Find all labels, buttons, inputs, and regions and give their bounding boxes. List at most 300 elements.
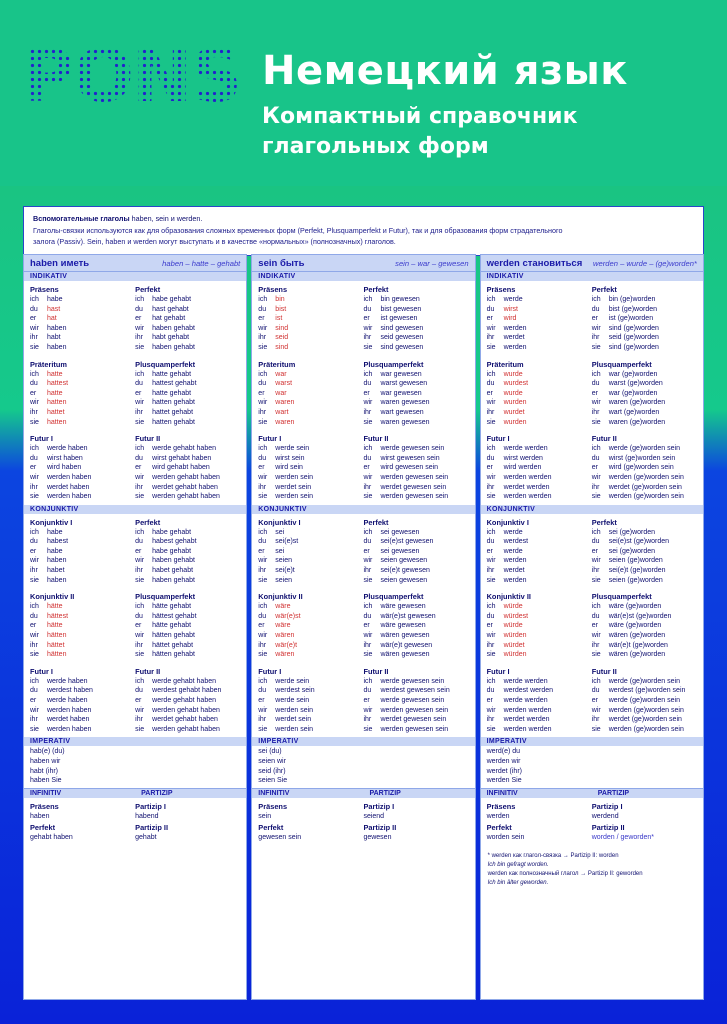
pronoun: er (363, 389, 370, 397)
conjugation-row: du sei(e)st (ge)worden (591, 538, 670, 546)
verb-form: habe (47, 547, 63, 555)
conjugation-row (258, 537, 363, 547)
pronoun: ihr (135, 334, 143, 342)
verb-form: hatten (152, 399, 172, 407)
tense-pair (252, 588, 474, 660)
verb-form: wurdet (503, 408, 525, 416)
conjugation-row (487, 333, 592, 343)
partizip-2-label: Partizip II (135, 823, 168, 833)
verb-form: seien (608, 576, 626, 584)
tense-block (135, 358, 240, 428)
verb-form: waren (608, 399, 628, 407)
pronoun: wir (135, 399, 145, 407)
verb-form: wart (275, 408, 289, 416)
verb-form: werden (608, 473, 632, 481)
intro-note (23, 206, 704, 256)
verb-form: werden (608, 725, 632, 733)
conjugation-row: ich bin (ge)worden (591, 296, 656, 303)
pronoun: du (258, 305, 267, 313)
verb-form: werde (275, 445, 295, 453)
verb-form: werdet (152, 483, 174, 491)
verb-form: seien (275, 557, 293, 565)
tense-title: Perfekt (591, 285, 617, 294)
conjugation-row: ich bin gewesen (363, 296, 420, 303)
pronoun: wir (30, 557, 39, 565)
pronoun: er (135, 464, 142, 472)
verb-form: werden (380, 473, 404, 481)
tense-title: Perfekt (591, 517, 617, 527)
verb-form: war (380, 389, 392, 397)
verb-column-sein (251, 254, 475, 1000)
tense-block (30, 283, 135, 353)
header-banner (0, 0, 727, 186)
verb-form: sei(e)t (380, 567, 400, 575)
tense-title: Perfekt (135, 517, 161, 527)
pronoun: wir (591, 399, 601, 407)
conjugation-row: du habest gehabt (135, 538, 197, 546)
conjugation-row: er wird gehabt haben (135, 464, 210, 472)
intro-note-bold: Вспомогательные глаголы (33, 214, 130, 223)
verb-title: sein быть (258, 257, 305, 269)
verb-form: wirst (503, 305, 518, 313)
conjugation-row (30, 556, 135, 566)
conjugation-row (258, 556, 363, 566)
verb-form: habt (152, 334, 166, 342)
verb-form: werde (503, 296, 523, 303)
tense-block (363, 590, 468, 660)
verb-form: werden (503, 576, 527, 584)
tense-title: Futur II (591, 434, 617, 444)
pronoun: sie (135, 418, 145, 426)
conjugation-row: wir werden (ge)worden sein (591, 706, 684, 714)
verb-form: wär(e)st (275, 612, 301, 620)
pronoun: sie (486, 725, 496, 733)
conjugation-row (258, 602, 363, 612)
tense-title: Perfekt (363, 285, 389, 294)
conjugation-row (30, 295, 135, 305)
tense-pair (24, 663, 246, 735)
conjugation-row: sie werden haben (30, 493, 92, 501)
conjugation-row: ich wäre (ge)worden (591, 603, 662, 611)
pronoun: du (135, 305, 143, 313)
verb-form: bin (275, 296, 285, 303)
pronoun: ihr (591, 334, 600, 342)
pronoun: ich (363, 370, 373, 378)
verb-form: werden (47, 725, 70, 733)
pronoun: ich (135, 296, 145, 303)
tense-pair (481, 514, 703, 586)
pronoun: ihr (30, 334, 38, 342)
verb-form: werde (47, 445, 67, 453)
verb-form: werdest (275, 687, 300, 695)
tense-pair (24, 356, 246, 428)
conjugation-row (30, 370, 135, 380)
verb-form: werdet (275, 483, 297, 491)
conjugation-row (258, 305, 363, 315)
tense-title: Futur II (135, 666, 161, 676)
conjugation-row (30, 343, 135, 353)
conjugation-row: wir werden gewesen sein (363, 706, 449, 714)
verb-form: ist (380, 315, 388, 323)
pronoun: ich (258, 445, 268, 453)
verb-form: werde (152, 677, 172, 685)
conjugation-row: ich habe gehabt (135, 528, 192, 536)
verb-form: sei (380, 528, 390, 536)
pronoun: wir (363, 632, 373, 640)
verb-form: sind (608, 324, 622, 332)
pronoun: er (258, 464, 265, 472)
verb-form: werde (47, 677, 67, 685)
conjugation-row: sie werden (ge)worden sein (591, 493, 684, 501)
infinitiv-partizip-body (481, 798, 703, 846)
verb-form: hatte (152, 389, 168, 397)
verb-form: hast (47, 305, 61, 313)
section-imperativ: IMPERATIV (252, 737, 474, 746)
pronoun: sie (486, 343, 496, 351)
verb-form: werden (47, 493, 70, 501)
pronoun: du (30, 454, 38, 462)
pronoun: sie (591, 418, 601, 426)
verb-form: sind (380, 343, 394, 351)
verb-form: habe (152, 547, 168, 555)
pronoun: du (363, 380, 372, 388)
conjugation-row: ihr wart gewesen (363, 408, 424, 416)
conjugation-row (258, 295, 363, 305)
conjugation-row (487, 528, 592, 538)
conjugation-row (30, 333, 135, 343)
conjugation-row: er ist gewesen (363, 315, 418, 323)
pronoun: er (486, 547, 493, 555)
conjugation-row: du sei(e)st gewesen (363, 538, 434, 546)
tense-pair (481, 430, 703, 502)
pronoun: wir (258, 557, 268, 565)
verb-form: werdest (503, 687, 529, 695)
verb-form: hättest (152, 612, 174, 620)
conjugation-row: sie seien gewesen (363, 576, 428, 584)
imperativ-row: seid (ihr) (258, 767, 286, 775)
pons-logo (22, 34, 240, 118)
conjugation-row: ich werde (ge)worden sein (591, 445, 680, 453)
tense-block (258, 665, 363, 735)
conjugation-row: ich hätte gehabt (135, 603, 192, 611)
verb-form: wird (503, 315, 517, 323)
verb-form: war (275, 389, 287, 397)
section-indikativ: INDIKATIV (481, 272, 703, 281)
verb-form: werde (152, 697, 172, 704)
conjugation-row: sie sind (ge)worden (591, 343, 659, 351)
verb-form: werden (503, 557, 527, 565)
conjugation-row: wir werden gehabt haben (135, 473, 220, 481)
pronoun: ich (591, 296, 601, 303)
infinitiv-block (30, 800, 135, 843)
pronoun: ihr (591, 641, 600, 649)
pronoun: wir (258, 473, 268, 481)
verb-form: waren (275, 399, 295, 407)
pronoun: wir (486, 557, 496, 565)
verb-form: werdest (503, 538, 529, 546)
verb-form: bist (608, 305, 620, 313)
verb-form: waren (275, 418, 295, 426)
verb-form: werdet (503, 716, 525, 724)
conjugation-row: ich wäre gewesen (363, 603, 426, 611)
verb-form: bin (380, 296, 390, 303)
conjugation-row: ihr werdet (ge)worden sein (591, 483, 682, 491)
tense-block (363, 432, 468, 502)
verb-form: werdet (608, 483, 630, 491)
column-header (252, 255, 474, 272)
verb-form: haben (47, 324, 67, 332)
verb-form: werden (152, 493, 176, 501)
pronoun: ihr (363, 334, 372, 342)
verb-form: wurden (503, 399, 527, 407)
conjugation-row: wir sind gewesen (363, 324, 424, 332)
tense-pair (252, 430, 474, 502)
conjugation-row: ihr werdet (ge)worden sein (591, 716, 682, 724)
conjugation-row: ich werde sein (258, 677, 310, 685)
conjugation-row: sie werden gewesen sein (363, 493, 449, 501)
tense-pair (481, 588, 703, 660)
pronoun: ihr (591, 483, 600, 491)
verb-form: werden (275, 725, 299, 733)
verb-form: warst (275, 380, 293, 388)
pronoun: er (135, 547, 142, 555)
conjugation-row: du wirst werden (486, 454, 543, 462)
pronoun: sie (30, 576, 39, 584)
conjugation-row: wir werden gewesen sein (363, 473, 449, 481)
verb-form: war (275, 370, 287, 378)
verb-form: wären (275, 651, 295, 659)
conjugation-row: ich werde gehabt haben (135, 445, 216, 453)
verb-form: haben (47, 576, 67, 584)
conjugation-row (487, 408, 592, 418)
column-header (481, 255, 703, 272)
tense-pair (481, 281, 703, 353)
pronoun: sie (486, 493, 496, 501)
conjugation-row (258, 576, 363, 586)
conjugation-row: ich werde haben (30, 445, 88, 453)
verb-form: habe (152, 528, 168, 536)
verb-form: werden (608, 706, 632, 714)
infinitiv-perfekt-label: Perfekt (486, 823, 512, 833)
conjugation-row: sie werden gehabt haben (135, 725, 220, 733)
conjugation-row (487, 370, 592, 380)
conjugation-row (487, 602, 592, 612)
tense-block (135, 516, 240, 586)
verb-form: werde (503, 445, 523, 453)
partizip-2-label: Partizip II (363, 823, 397, 833)
conjugation-row (258, 631, 363, 641)
verb-form: warst (380, 380, 398, 388)
verb-form: wurden (503, 418, 527, 426)
pronoun: wir (135, 632, 145, 640)
conjugation-row: sie seien (ge)worden (591, 576, 663, 584)
verb-form: hatte (152, 370, 168, 378)
pronoun: du (258, 454, 267, 462)
pronoun: ich (30, 296, 39, 303)
conjugation-row (258, 641, 363, 651)
partizip-block (363, 800, 468, 843)
verb-form: seid (608, 334, 622, 342)
pronoun: ich (486, 296, 496, 303)
conjugation-row: ich werde sein (258, 445, 310, 453)
conjugation-row: du warst gewesen (363, 380, 428, 388)
conjugation-row (258, 650, 363, 660)
conjugation-row: du hättest gehabt (135, 612, 197, 620)
verb-form: wären (608, 632, 628, 640)
pronoun: du (591, 612, 600, 620)
section-konjunktiv: KONJUNKTIV (252, 505, 474, 514)
pronoun: du (591, 687, 600, 695)
pronoun: ihr (486, 334, 495, 342)
verb-form: hätten (47, 651, 67, 659)
verb-form: werden (503, 343, 527, 351)
infinitiv-perfekt: gehabt haben (30, 834, 73, 842)
pronoun: du (258, 612, 267, 620)
tense-pair (481, 356, 703, 428)
imperativ-block (252, 746, 474, 787)
tense-block (363, 358, 468, 428)
pronoun: ich (258, 677, 268, 685)
pronoun: ich (135, 370, 145, 378)
conjugation-row: wir werden (ge)worden sein (591, 473, 684, 481)
tense-pair (24, 430, 246, 502)
imperativ-row: seien wir (258, 757, 286, 765)
pronoun: ich (363, 445, 373, 453)
tense-title: Konjunktiv II (486, 592, 531, 602)
imperativ-row: werden Sie (486, 777, 522, 785)
tense-title: Plusquamperfekt (591, 359, 652, 369)
verb-form: wart (608, 408, 622, 416)
conjugation-row (30, 398, 135, 408)
verb-form: haben (152, 324, 172, 332)
tense-block (487, 665, 592, 735)
pronoun: sie (135, 651, 145, 659)
pronoun: ihr (486, 408, 495, 416)
pronoun: er (591, 464, 598, 472)
conjugation-row (487, 389, 592, 399)
conjugation-row: ihr werdet gehabt haben (135, 483, 218, 491)
pronoun: ich (486, 445, 496, 453)
verb-columns (23, 254, 704, 1000)
verb-form: werde (380, 677, 400, 685)
verb-form: hätte (152, 603, 168, 611)
tense-title: Präsens (30, 285, 59, 294)
conjugation-row: wir haben gehabt (135, 557, 195, 565)
conjugation-row: wir werden werden (486, 473, 552, 481)
verb-form: wird (152, 464, 165, 472)
conjugation-row (258, 343, 363, 353)
tense-block (30, 516, 135, 586)
pronoun: wir (363, 557, 373, 565)
conjugation-row (30, 324, 135, 334)
pronoun: ihr (591, 567, 600, 575)
verb-form: sind (275, 324, 289, 332)
verb-form: sei(e)st (275, 538, 299, 546)
conjugation-row: ihr wär(e)t gewesen (363, 641, 433, 649)
pronoun: du (135, 538, 143, 546)
conjugation-row (30, 576, 135, 586)
conjugation-row (258, 379, 363, 389)
pronoun: ich (30, 528, 39, 536)
verb-form: sind (275, 343, 289, 351)
conjugation-row (30, 305, 135, 315)
tense-title: Futur II (363, 434, 389, 444)
partizip-2-label: Partizip II (591, 823, 625, 833)
conjugation-row (258, 418, 363, 428)
conjugation-row: sie haben gehabt (135, 343, 195, 351)
pronoun: sie (258, 343, 268, 351)
verb-form: würden (503, 632, 527, 640)
pronoun: ihr (486, 567, 495, 575)
pronoun: er (363, 547, 370, 555)
conjugation-row: ich werde werden (486, 445, 548, 453)
pronoun: ihr (30, 641, 38, 649)
pronoun: er (486, 315, 493, 323)
conjugation-row: ihr werdet gewesen sein (363, 483, 447, 491)
pronoun: sie (135, 725, 145, 733)
pronoun: ich (486, 528, 496, 536)
pronoun: er (258, 315, 265, 323)
conjugation-row: sie waren gewesen (363, 418, 430, 426)
partizip-1-label: Partizip I (135, 801, 166, 811)
conjugation-row (258, 621, 363, 631)
infinitiv-perfekt: worden sein (486, 834, 525, 842)
verb-form: hat (152, 315, 162, 323)
pronoun: ich (486, 603, 496, 611)
section-indikativ: INDIKATIV (252, 272, 474, 281)
pronoun: wir (258, 632, 268, 640)
tense-block (363, 516, 468, 586)
conjugation-row: er wird werden (486, 464, 542, 472)
verb-form: sei(e)st (380, 538, 404, 546)
pronoun: du (30, 538, 38, 546)
pronoun: ihr (258, 408, 267, 416)
pronoun: er (135, 389, 142, 397)
pronoun: sie (591, 651, 601, 659)
conjugation-row: du werdest gehabt haben (135, 687, 222, 695)
conjugation-row (30, 389, 135, 399)
verb-form: hätten (47, 632, 67, 640)
pronoun: du (486, 454, 495, 462)
tense-pair (481, 663, 703, 735)
infinitiv-praesens-label: Präsens (258, 801, 288, 811)
tense-title: Futur I (486, 434, 510, 444)
verb-form: werden (503, 725, 527, 733)
pronoun: er (30, 547, 37, 555)
verb-form: werdet (608, 716, 630, 724)
conjugation-row (487, 418, 592, 428)
conjugation-row: wir hätten gehabt (135, 632, 195, 640)
pronoun: er (363, 315, 370, 323)
verb-form: war (608, 389, 621, 397)
conjugation-row: wir sind (ge)worden (591, 324, 659, 332)
pronoun: wir (135, 324, 145, 332)
pronoun: er (486, 697, 493, 704)
pronoun: er (30, 315, 37, 323)
verb-form: wird (275, 464, 289, 472)
pronoun: wir (363, 399, 373, 407)
conjugation-row: er hatte gehabt (135, 389, 192, 397)
pronoun: du (591, 305, 600, 313)
pronoun: wir (591, 706, 601, 714)
verb-column-haben (23, 254, 247, 1000)
pronoun: ihr (30, 408, 38, 416)
conjugation-row: du wär(e)st (ge)worden (591, 612, 672, 620)
conjugation-row (258, 528, 363, 538)
conjugation-row: ihr habt gehabt (135, 334, 190, 342)
verb-form: wirst (503, 454, 518, 462)
verb-title: haben иметь (30, 257, 90, 269)
